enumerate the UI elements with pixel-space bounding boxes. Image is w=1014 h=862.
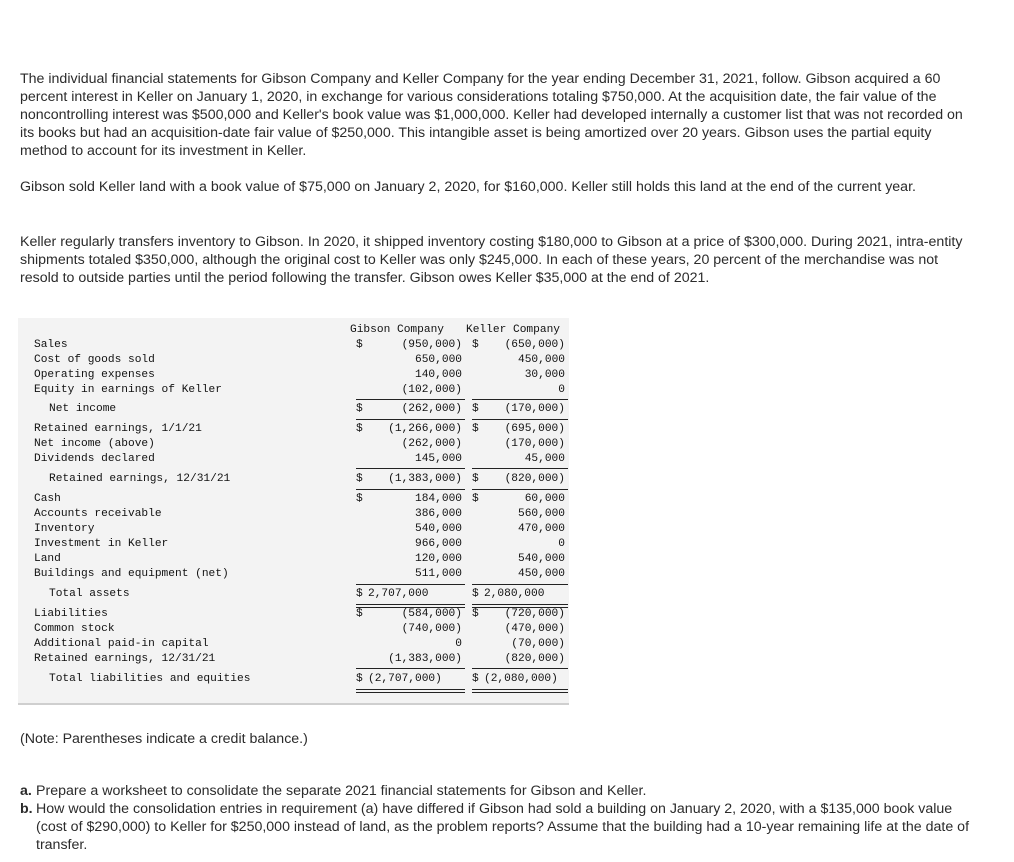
gibson-value: (1,383,000) — [388, 653, 462, 665]
table-row — [18, 403, 569, 418]
currency-sign: $ — [356, 493, 363, 505]
keller-value: 2,080,000 — [484, 588, 545, 600]
currency-sign: $ — [472, 403, 479, 415]
keller-value: (470,000) — [504, 623, 565, 635]
row-label: Total liabilities and equities — [49, 673, 251, 685]
keller-value: 540,000 — [518, 553, 565, 565]
row-label: Retained earnings, 12/31/21 — [34, 653, 216, 665]
keller-value: 450,000 — [518, 354, 565, 366]
table-row — [18, 653, 569, 668]
gibson-value: (1,266,000) — [388, 423, 462, 435]
gibson-value: (2,707,000) — [368, 673, 442, 685]
subtotal-rule — [472, 399, 568, 400]
subtotal-rule — [472, 668, 568, 669]
total-rule — [472, 489, 568, 490]
table-row — [18, 623, 569, 638]
keller-value: 45,000 — [524, 453, 565, 465]
gibson-value: (102,000) — [401, 384, 462, 396]
row-label: Accounts receivable — [34, 508, 162, 520]
currency-sign: $ — [356, 588, 363, 600]
currency-sign: $ — [472, 608, 479, 620]
currency-sign: $ — [472, 588, 479, 600]
total-rule — [356, 419, 465, 420]
table-row — [18, 354, 569, 369]
requirement-b-label: b. — [20, 801, 33, 817]
table-row — [18, 493, 569, 508]
keller-value: 450,000 — [518, 568, 565, 580]
currency-sign: $ — [472, 493, 479, 505]
keller-value: (170,000) — [504, 438, 565, 450]
gibson-value: (950,000) — [401, 339, 462, 351]
requirement-b — [20, 800, 980, 854]
keller-value: (2,080,000) — [484, 673, 558, 685]
gibson-value: 540,000 — [415, 523, 462, 535]
currency-sign: $ — [472, 423, 479, 435]
double-rule — [472, 689, 568, 693]
table-row — [18, 369, 569, 384]
intro-paragraph-2: Gibson sold Keller land with a book value of $75,000 on January 2, 2020, for $160,000. Keller still holds this land at the end of the current year. — [20, 179, 916, 195]
table-row — [18, 523, 569, 538]
credit-balance-note: (Note: Parentheses indicate a credit balance.) — [20, 731, 308, 747]
subtotal-rule — [356, 468, 465, 469]
currency-sign: $ — [356, 608, 363, 620]
requirements — [20, 782, 980, 854]
keller-value: (820,000) — [504, 473, 565, 485]
subtotal-rule — [472, 468, 568, 469]
table-row — [18, 453, 569, 468]
gibson-value: 511,000 — [415, 568, 462, 580]
subtotal-rule — [356, 668, 465, 669]
keller-value: (820,000) — [504, 653, 565, 665]
table-row — [18, 473, 569, 488]
row-label: Liabilities — [34, 608, 108, 620]
table-row — [18, 673, 569, 688]
table-row — [18, 568, 569, 583]
row-label: Equity in earnings of Keller — [34, 384, 222, 396]
total-rule — [356, 489, 465, 490]
table-row — [18, 538, 569, 553]
gibson-value: (262,000) — [401, 403, 462, 415]
table-row — [18, 508, 569, 523]
gibson-value: 120,000 — [415, 553, 462, 565]
currency-sign: $ — [356, 423, 363, 435]
gibson-value: 650,000 — [415, 354, 462, 366]
row-label: Total assets — [49, 588, 130, 600]
row-label: Common stock — [34, 623, 115, 635]
currency-sign: $ — [356, 673, 363, 685]
financial-statements-table — [18, 318, 569, 705]
gibson-value: 184,000 — [415, 493, 462, 505]
gibson-value: 140,000 — [415, 369, 462, 381]
row-label: Dividends declared — [34, 453, 155, 465]
total-rule — [472, 419, 568, 420]
subtotal-rule — [472, 584, 568, 585]
column-header-keller: Keller Company — [466, 324, 560, 336]
requirement-a — [20, 782, 980, 800]
row-label: Sales — [34, 339, 68, 351]
currency-sign: $ — [356, 403, 363, 415]
table-row — [18, 553, 569, 568]
keller-value: (695,000) — [504, 423, 565, 435]
gibson-value: (1,383,000) — [388, 473, 462, 485]
row-label: Cash — [34, 493, 61, 505]
currency-sign: $ — [356, 473, 363, 485]
gibson-value: 145,000 — [415, 453, 462, 465]
column-header-gibson: Gibson Company — [350, 324, 444, 336]
currency-sign: $ — [356, 339, 363, 351]
intro-paragraph-3: Keller regularly transfers inventory to Gibson. In 2020, it shipped inventory costing $180,000 to Gibson at a price of $300,000. During 2021, intra-entity shipments totaled $350,000, although the original cost to Keller was only $245,000. In each of these years, 20 percent of the merchandise was not resold to outside parties until the period following the transfer. Gibson owes Keller $35,000 at the end of 2021. — [20, 234, 963, 286]
row-label: Cost of goods sold — [34, 354, 155, 366]
row-label: Net income (above) — [34, 438, 155, 450]
keller-value: 0 — [558, 384, 565, 396]
gibson-value: (740,000) — [401, 623, 462, 635]
table-row — [18, 384, 569, 399]
subtotal-rule — [356, 399, 465, 400]
gibson-value: 966,000 — [415, 538, 462, 550]
row-label: Retained earnings, 12/31/21 — [49, 473, 231, 485]
table-row — [18, 638, 569, 653]
subtotal-rule — [356, 584, 465, 585]
row-label: Inventory — [34, 523, 95, 535]
gibson-value: 0 — [455, 638, 462, 650]
keller-value: 560,000 — [518, 508, 565, 520]
currency-sign: $ — [472, 473, 479, 485]
keller-value: (170,000) — [504, 403, 565, 415]
requirement-b-text: How would the consolidation entries in requirement (a) have differed if Gibson had sold a building on January 2, 2020, with a $135,000 book value (cost of $290,000) to Keller for $250,000 instead of land, as the problem reports? Assume that the building had a 10-year remaining life at the date of transfer. — [36, 801, 970, 853]
table-row — [18, 588, 569, 603]
keller-value: 470,000 — [518, 523, 565, 535]
gibson-value: 2,707,000 — [368, 588, 429, 600]
row-label: Retained earnings, 1/1/21 — [34, 423, 202, 435]
keller-value: 30,000 — [524, 369, 565, 381]
keller-value: 60,000 — [524, 493, 565, 505]
keller-value: (70,000) — [511, 638, 565, 650]
gibson-value: (584,000) — [401, 608, 462, 620]
double-rule — [356, 689, 465, 693]
row-label: Buildings and equipment (net) — [34, 568, 229, 580]
table-row — [18, 423, 569, 438]
table-row — [18, 608, 569, 623]
table-row — [18, 339, 569, 354]
table-row — [18, 438, 569, 453]
row-label: Operating expenses — [34, 369, 155, 381]
row-label: Net income — [49, 403, 117, 415]
requirement-a-label: a. — [20, 783, 32, 799]
row-label: Investment in Keller — [34, 538, 169, 550]
currency-sign: $ — [472, 673, 479, 685]
keller-value: 0 — [558, 538, 565, 550]
currency-sign: $ — [472, 339, 479, 351]
requirement-a-text: Prepare a worksheet to consolidate the separate 2021 financial statements for Gibson and Keller. — [36, 783, 647, 799]
gibson-value: 386,000 — [415, 508, 462, 520]
intro-paragraph-1: The individual financial statements for Gibson Company and Keller Company for the year ending December 31, 2021, follow. Gibson acquired a 60 percent interest in Keller on January 1, 2020, in exchange for various considerations totaling $750,000. At the acquisition date, the fair value of the noncontrolling interest was $500,000 and Keller's book value was $1,000,000. Keller had developed internally a customer list that was not recorded on its books but had an acquisition-date fair value of $250,000. This intangible asset is being amortized over 20 years. Gibson uses the partial equity method to account for its investment in Keller. — [20, 71, 963, 159]
keller-value: (720,000) — [504, 608, 565, 620]
row-label: Land — [34, 553, 61, 565]
gibson-value: (262,000) — [401, 438, 462, 450]
keller-value: (650,000) — [504, 339, 565, 351]
row-label: Additional paid-in capital — [34, 638, 209, 650]
